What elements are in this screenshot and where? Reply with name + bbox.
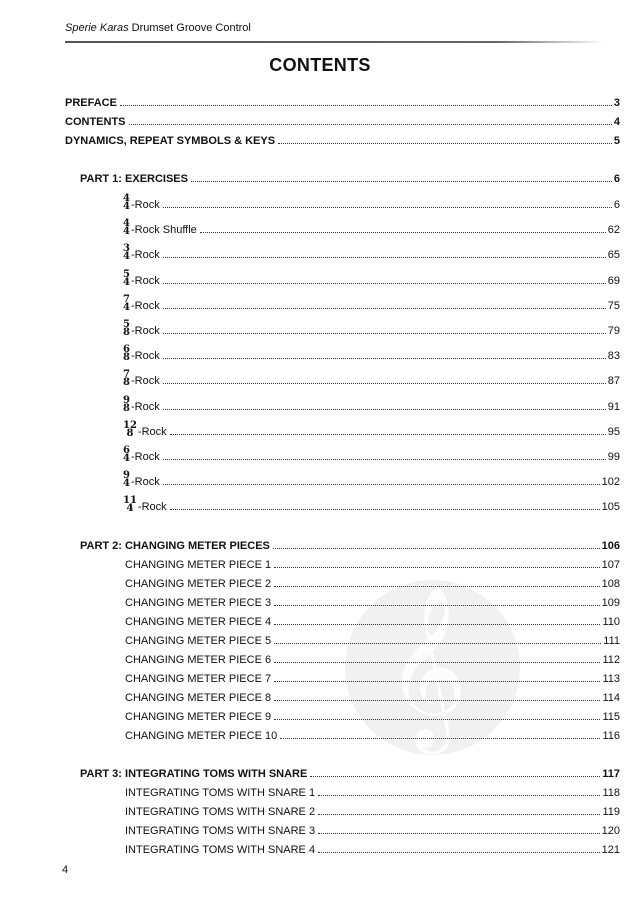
toc-entry-label: CHANGING METER PIECE 3	[125, 597, 272, 609]
toc-entry-page: 83	[607, 350, 620, 363]
toc-entry-label: -Rock	[137, 501, 167, 514]
dot-leader	[170, 509, 600, 510]
toc-entry[interactable]	[125, 555, 620, 571]
toc-entry[interactable]	[125, 802, 620, 818]
dot-leader	[163, 484, 600, 485]
toc-entry[interactable]	[125, 707, 620, 723]
toc-entry-label: DYNAMICS, REPEAT SYMBOLS & KEYS	[65, 135, 276, 147]
toc-entry[interactable]	[125, 688, 620, 704]
toc-entry-page: 113	[602, 673, 620, 685]
page-number: 4	[62, 864, 69, 876]
dot-leader	[200, 232, 606, 233]
time-signature	[123, 268, 130, 288]
time-signature	[123, 195, 130, 211]
toc-entry-label: CHANGING METER PIECE 7	[125, 673, 272, 685]
dot-leader	[318, 795, 600, 796]
toc-entry[interactable]	[125, 574, 620, 590]
toc-entry[interactable]	[123, 346, 620, 362]
dot-leader	[274, 681, 600, 682]
toc-entry[interactable]	[123, 195, 620, 211]
ts-denominator: 4	[123, 251, 130, 263]
toc-entry-page: 112	[602, 654, 620, 666]
ts-denominator: 8	[126, 427, 134, 439]
dot-leader	[274, 624, 600, 625]
toc-entry-page: 114	[602, 692, 620, 704]
dot-leader	[163, 358, 606, 359]
toc-entry-page: 109	[601, 597, 620, 609]
ts-denominator: 4	[123, 478, 130, 490]
time-signature	[123, 245, 130, 261]
dot-leader	[274, 719, 600, 720]
running-header	[65, 22, 251, 34]
time-signature	[123, 419, 137, 439]
toc-entry-label: -Rock	[130, 274, 160, 287]
toc-entry-page: 111	[603, 635, 620, 647]
ts-numerator: 9	[123, 470, 130, 482]
dot-leader	[163, 207, 612, 208]
toc-entry[interactable]	[125, 821, 620, 837]
toc-entry-label: -Rock	[130, 249, 160, 262]
toc-entry[interactable]	[123, 293, 620, 313]
toc-entry[interactable]	[125, 593, 620, 609]
toc-entry[interactable]	[125, 631, 620, 647]
toc-entry-page: 99	[607, 451, 620, 463]
ts-denominator: 8	[123, 327, 130, 338]
toc-entry-label: -Rock	[130, 325, 160, 337]
toc-entry-page: 106	[601, 540, 620, 552]
toc-entry-page: 6	[613, 173, 620, 185]
toc-entry-page: 116	[602, 730, 620, 742]
toc-entry-page: 108	[601, 578, 620, 590]
toc-entry-page: 102	[601, 476, 620, 489]
toc-entry[interactable]	[123, 268, 620, 288]
time-signature	[123, 394, 130, 414]
toc-entry-page: 6	[613, 199, 620, 211]
toc-entry-label: CHANGING METER PIECE 1	[125, 559, 272, 571]
toc-entry-page: 105	[601, 501, 620, 514]
toc-entry[interactable]	[123, 245, 620, 261]
header-author: Sperie Karas	[65, 22, 129, 34]
toc-entry-label: -Rock	[130, 199, 160, 211]
dot-leader	[274, 662, 600, 663]
dot-leader	[163, 308, 606, 309]
toc-entry[interactable]	[123, 220, 620, 236]
ts-numerator: 5	[123, 319, 130, 330]
dot-leader	[274, 605, 600, 606]
toc-entry[interactable]	[123, 419, 620, 439]
toc-entry-label: -Rock	[130, 375, 160, 388]
ts-numerator: 6	[123, 344, 130, 356]
toc-entry-page: 91	[607, 400, 620, 413]
header-rule	[65, 41, 605, 43]
toc-entry-label: PREFACE	[65, 97, 117, 109]
dot-leader	[170, 434, 606, 435]
dot-leader	[274, 567, 600, 568]
ts-numerator: 4	[123, 218, 130, 230]
dot-leader	[274, 700, 600, 701]
ts-denominator: 4	[123, 201, 130, 212]
toc-entry[interactable]	[123, 321, 620, 337]
watermark-treble-clef: 𝄞	[345, 580, 520, 755]
dot-leader	[273, 548, 600, 549]
page-title: CONTENTS	[269, 55, 371, 75]
toc-entry-label: CHANGING METER PIECE 5	[125, 635, 272, 647]
dot-leader	[280, 738, 600, 739]
toc-entry-label: PART 1: EXERCISES	[80, 173, 188, 185]
toc-entry[interactable]	[123, 497, 620, 513]
toc-entry-page: 107	[601, 559, 620, 571]
toc-entry-label: -Rock Shuffle	[130, 224, 197, 237]
time-signature	[123, 497, 137, 513]
ts-numerator: 11	[123, 495, 137, 507]
toc-entry[interactable]	[125, 783, 620, 799]
toc-entry-page: 65	[607, 249, 620, 262]
toc-entry[interactable]	[65, 131, 620, 147]
dot-leader	[310, 776, 600, 777]
toc-entry-page: 5	[613, 135, 620, 147]
time-signature	[123, 346, 130, 362]
dot-leader	[318, 852, 600, 853]
toc-entry-label: CHANGING METER PIECE 6	[125, 654, 272, 666]
time-signature	[123, 447, 130, 463]
toc-entry-page: 115	[602, 711, 620, 723]
toc-entry-page: 95	[607, 425, 620, 438]
toc-entry-label: CHANGING METER PIECE 4	[125, 616, 272, 628]
ts-numerator: 12	[123, 419, 137, 431]
dot-leader	[163, 383, 606, 384]
toc-entry-page: 4	[613, 116, 620, 128]
toc-entry-page: 119	[602, 806, 620, 818]
dot-leader	[274, 643, 601, 644]
ts-numerator: 9	[123, 394, 130, 406]
dot-leader	[163, 333, 606, 334]
time-signature	[123, 371, 130, 387]
ts-numerator: 3	[123, 243, 130, 255]
toc-entry-page: 87	[607, 375, 620, 388]
ts-numerator: 7	[123, 293, 130, 305]
toc-entry[interactable]	[65, 112, 620, 128]
dot-leader	[129, 124, 612, 125]
ts-denominator: 8	[123, 402, 130, 414]
ts-denominator: 4	[123, 276, 130, 288]
toc-entry-label: -Rock	[130, 451, 160, 463]
toc-entry-label: CHANGING METER PIECE 8	[125, 692, 272, 704]
ts-numerator: 6	[123, 445, 130, 456]
toc-entry-label: PART 2: CHANGING METER PIECES	[80, 540, 270, 552]
toc-entry-label: -Rock	[137, 425, 167, 438]
toc-entry[interactable]	[80, 536, 620, 552]
dot-leader	[163, 459, 606, 460]
toc-entry-label: INTEGRATING TOMS WITH SNARE 1	[125, 787, 316, 799]
time-signature	[123, 472, 130, 488]
toc-entry[interactable]	[125, 669, 620, 685]
ts-numerator: 7	[123, 369, 130, 381]
ts-denominator: 8	[123, 352, 130, 364]
toc-entry-page: 3	[613, 97, 620, 109]
toc-entry-label: -Rock	[130, 476, 160, 489]
toc-entry-label: PART 3: INTEGRATING TOMS WITH SNARE	[80, 768, 308, 780]
toc-entry[interactable]	[125, 840, 620, 856]
ts-denominator: 4	[123, 301, 130, 313]
toc-entry-page: 118	[602, 787, 620, 799]
dot-leader	[191, 181, 612, 182]
toc-entry[interactable]	[125, 650, 620, 666]
time-signature	[123, 220, 130, 236]
toc-entry[interactable]	[123, 472, 620, 488]
ts-denominator: 4	[123, 226, 130, 238]
toc-entry-page: 79	[607, 325, 620, 337]
ts-denominator: 4	[126, 503, 134, 515]
toc-entry[interactable]	[125, 612, 620, 628]
dot-leader	[120, 105, 612, 106]
dot-leader	[163, 409, 606, 410]
toc-entry-page: 69	[607, 274, 620, 287]
time-signature	[123, 293, 130, 313]
toc-entry-page: 75	[607, 299, 620, 312]
toc-entry-label: CHANGING METER PIECE 2	[125, 578, 272, 590]
dot-leader	[274, 586, 600, 587]
dot-leader	[278, 143, 612, 144]
dot-leader	[318, 833, 600, 834]
toc-entry-label: INTEGRATING TOMS WITH SNARE 2	[125, 806, 316, 818]
toc-entry-page: 121	[601, 844, 620, 856]
ts-numerator: 5	[123, 268, 130, 280]
toc-entry[interactable]	[80, 764, 620, 780]
dot-leader	[318, 814, 600, 815]
toc-entry-label: -Rock	[130, 400, 160, 413]
time-signature	[123, 321, 130, 337]
toc-entry-label: CHANGING METER PIECE 10	[125, 730, 278, 742]
toc-entry-page: 120	[601, 825, 620, 837]
toc-entry-label: -Rock	[130, 350, 160, 363]
toc-entry-label: INTEGRATING TOMS WITH SNARE 3	[125, 825, 316, 837]
toc-entry-page: 62	[607, 224, 620, 237]
toc-entry-label: CHANGING METER PIECE 9	[125, 711, 272, 723]
toc-entry[interactable]	[125, 726, 620, 742]
dot-leader	[163, 283, 606, 284]
header-book-title: Drumset Groove Control	[131, 22, 251, 34]
toc-entry-label: INTEGRATING TOMS WITH SNARE 4	[125, 844, 316, 856]
toc-entry[interactable]	[80, 169, 620, 185]
toc-entry[interactable]	[123, 394, 620, 414]
ts-denominator: 8	[123, 377, 130, 389]
toc-entry[interactable]	[123, 447, 620, 463]
toc-entry[interactable]	[123, 371, 620, 387]
toc-entry-label: CONTENTS	[65, 116, 126, 128]
dot-leader	[163, 257, 606, 258]
toc-entry-label: -Rock	[130, 299, 160, 312]
toc-entry-page: 110	[602, 616, 620, 628]
ts-denominator: 4	[123, 453, 130, 464]
ts-numerator: 4	[123, 193, 130, 204]
toc-entry[interactable]	[65, 93, 620, 109]
toc-entry-page: 117	[602, 768, 620, 780]
